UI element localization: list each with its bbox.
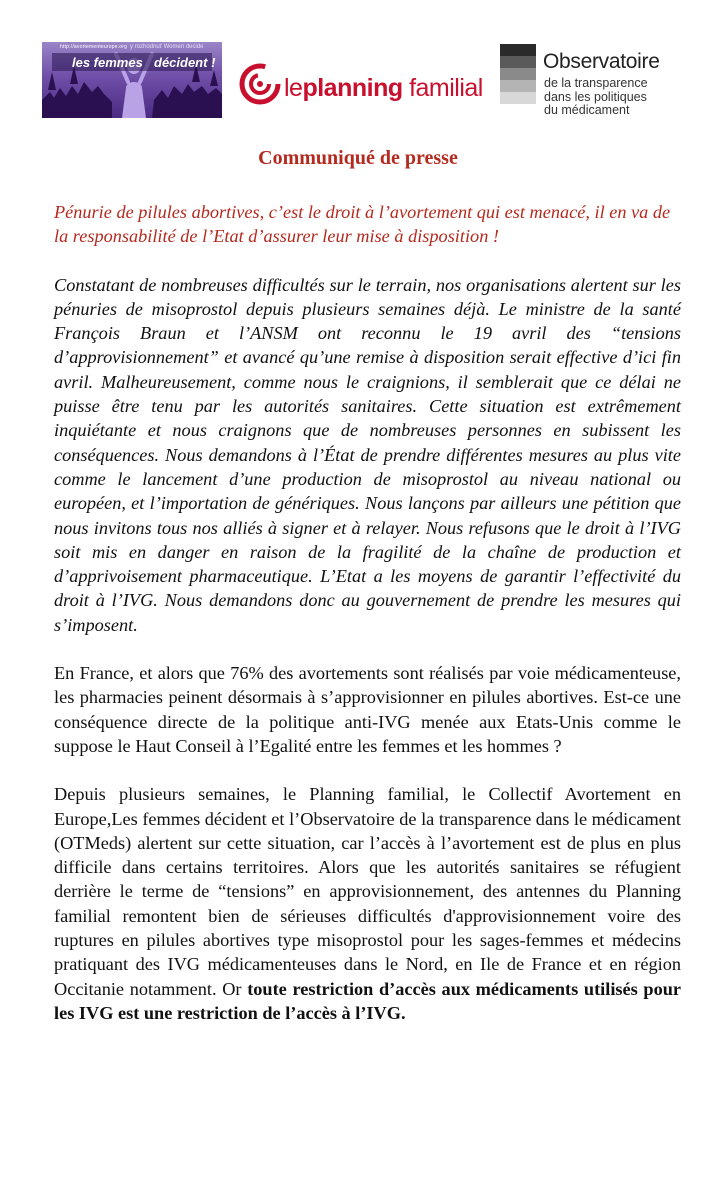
observatoire-subtitle: de la transparence dans les politiques du médicament (544, 76, 648, 117)
paragraph-france: En France, et alors que 76% des avortements sont réalisés par voie médicamenteuse, les pharmacies peinent désormais à s’approvisionner en pilules abortives. Est-ce une conséquence directe de la politique anti-IVG menée aux Etats-Unis comme le suppose le Haut Conseil à l’Egalité entre les femmes et les hommes ? (54, 663, 681, 756)
paragraph-depuis: Depuis plusieurs semaines, le Planning familial, le Collectif Avortement en Europe,Les femmes décident et l’Observatoire de la transparence dans le médicament (OTMeds) alertent sur cette situation, car l’accès à l’avortement est de plus en plus difficile dans certains territoires. Alors que les autorités sanitaires se réfugient derrière le terme de “tensions” en approvisionnement, des antennes du Planning familial remontent bien de sérieuses difficultés d'approvisionnement voire des ruptures en pilules abortives type misoprostol pour les sages-femmes et médecins pratiquant des IVG médicamenteuses dans le Nord, en Ile de France et en région Occitanie notamment. Or toute restriction d’accès aux médicaments utilisés pour les IVG est une restriction de l’accès à l’IVG. (54, 784, 682, 1023)
les-femmes-decident-logo (42, 42, 222, 118)
planning-familial-logo (224, 56, 496, 114)
observatoire-title: Observatoire (543, 50, 660, 73)
grayscale-bars-icon (500, 44, 536, 104)
logo-text-decident: décident ! (154, 55, 216, 70)
bold-statement: toute restriction d’accès aux médicaments utilisés pour les IVG est une restriction de l’accès à l’IVG. (54, 978, 682, 1023)
planning-wordmark: leplanning familial (284, 74, 483, 102)
letterhead (0, 0, 716, 130)
logo-url: http://avortementeurope.org (60, 44, 128, 50)
observatoire-logo (500, 44, 710, 120)
document-title: Communiqué de presse (258, 147, 458, 169)
logo-ticker: y rozhodnuť Women decide (130, 44, 204, 50)
planning-swirl-icon (238, 62, 282, 108)
lead-paragraph: Pénurie de pilules abortives, c’est le droit à l’avortement qui est menacé, il en va de la responsabilité de l’Etat d’assurer leur mise à disposition ! (54, 202, 671, 247)
press-release-body (54, 200, 681, 1025)
italic-paragraph: Constatant de nombreuses difficultés sur le terrain, nos organisations alertent sur les pénuries de misoprostol depuis plusieurs semaines déjà. Le ministre de la santé François Braun et l’ANSM ont reconnu le 19 avril des “tensions d’approvisionnement” et avancé qu’une remise à disposition serait effective d’ici fin avril. Malheureusement, comme nous le craignions, il semblerait que ce délai ne puisse être tenu par les autorités sanitaires. Cette situation est extrêmement inquiétante et nous craignons que de nombreuses personnes en subissent les conséquences. Nous demandons à l’État de prendre différentes mesures au plus vite comme le lancement d’une production de misoprostol au niveau national ou européen, et l’importation de génériques. Nous lançons par ailleurs une pétition que nous invitons tous nos alliés à signer et à relayer. Nous refusons que le droit à l’IVG soit mis en danger en raison de la fragilité de la chaîne de production et d’apprivoisement pharmaceutique. L’Etat a les moyens de garantir l’effectivité du droit à l’IVG. Nous demandons donc au gouvernement de prendre les mesures qui s’imposent. (54, 274, 681, 635)
logo-text-femmes: les femmes (72, 55, 143, 70)
